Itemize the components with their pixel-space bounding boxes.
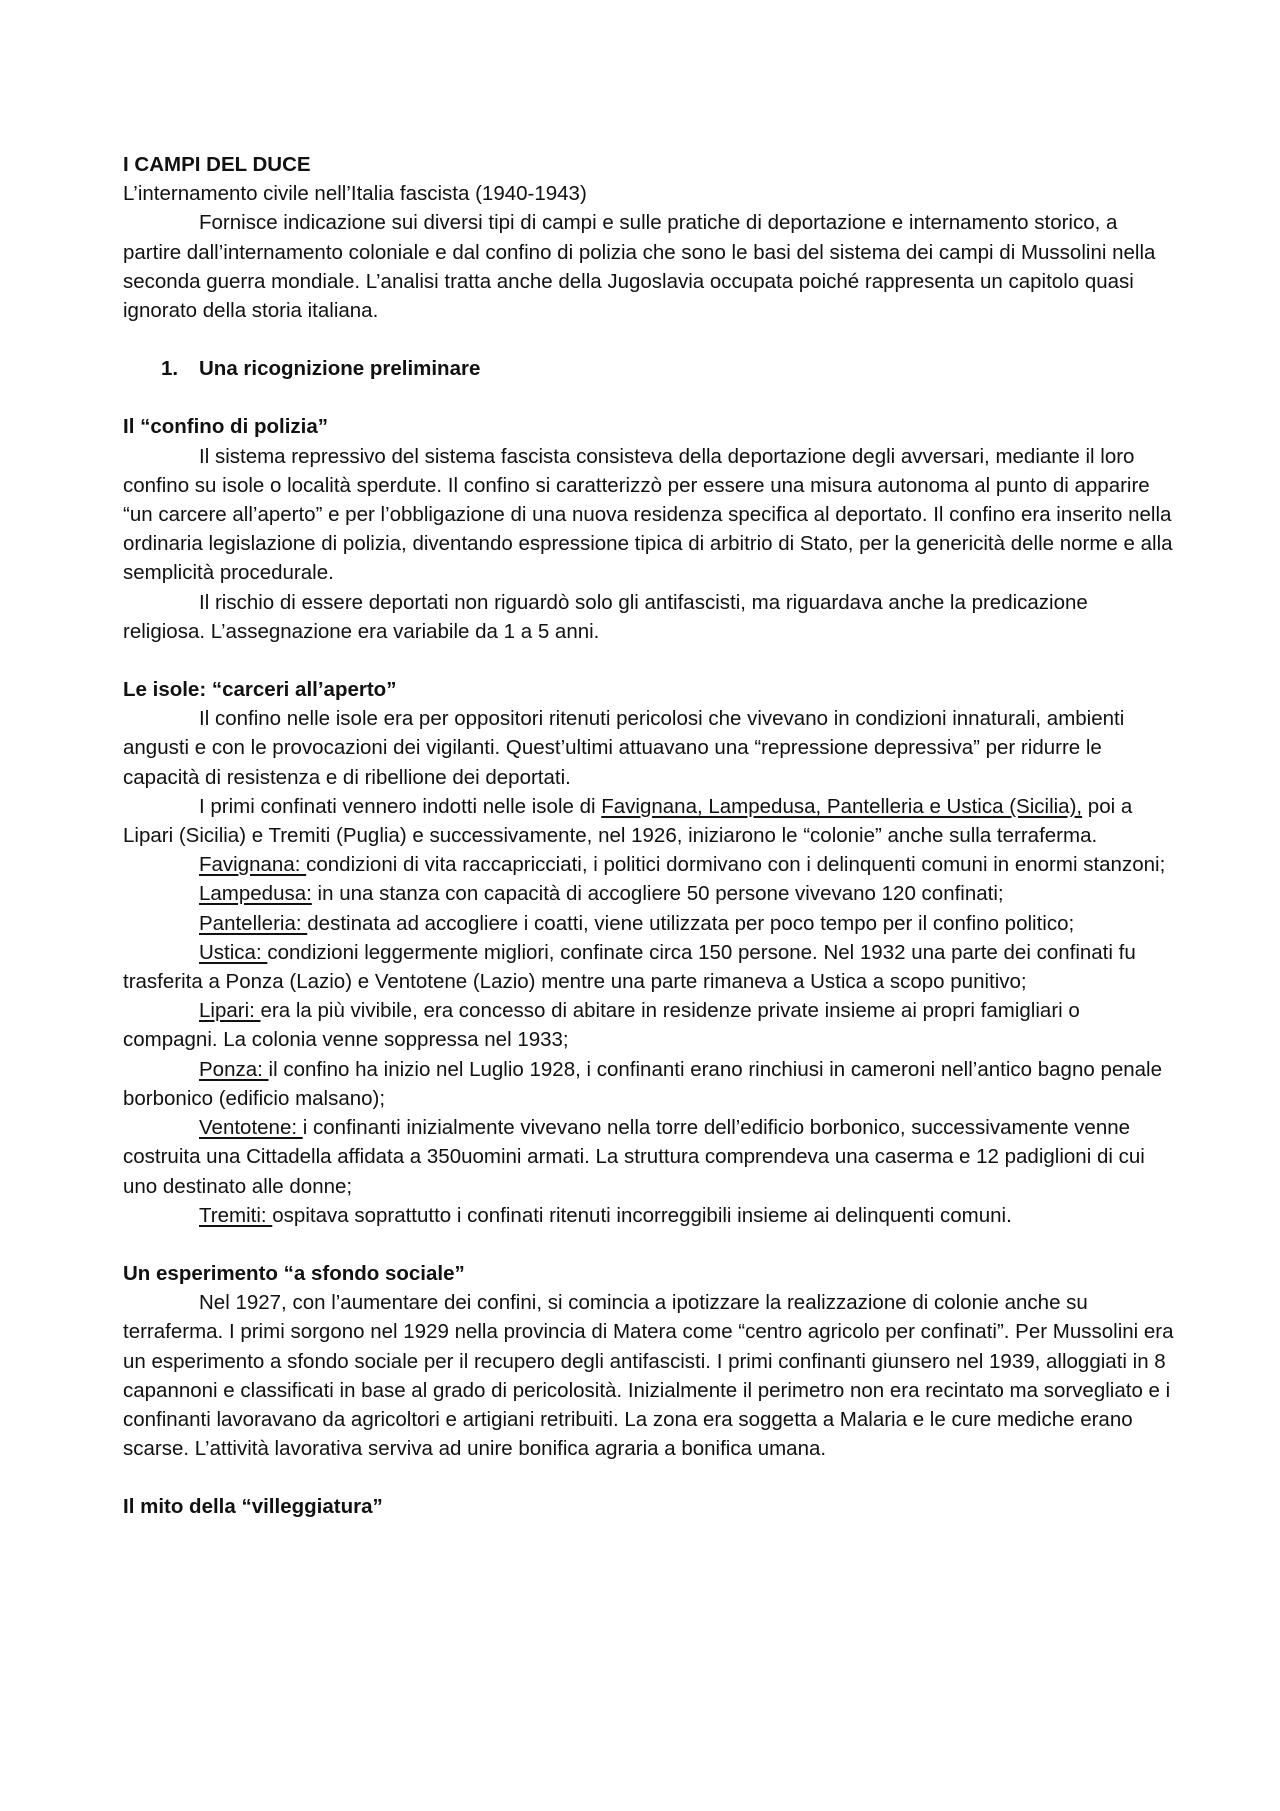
section-heading	[123, 354, 1175, 383]
document-title: I CAMPI DEL DUCE	[123, 153, 311, 176]
island-item	[123, 1113, 1175, 1201]
underlined-islands: Favignana, Lampedusa, Pantelleria e Ustica (Sicilia),	[601, 794, 1083, 818]
island-name: Lipari:	[199, 999, 261, 1023]
island-name: Favignana:	[199, 853, 307, 877]
paragraph: Il rischio di essere deportati non riguardò solo gli antifascisti, ma riguardava anche la predicazione religiosa. L’assegnazione era variabile da 1 a 5 anni.	[123, 590, 1088, 643]
document-body	[123, 150, 1175, 1522]
island-item	[123, 938, 1175, 996]
island-name: Ponza:	[199, 1057, 269, 1081]
heading-isole: Le isole: “carceri all’aperto”	[123, 678, 397, 702]
section-number: 1.	[161, 357, 179, 381]
island-item	[123, 879, 1175, 908]
heading-villeggiatura: Il mito della “villeggiatura”	[123, 1495, 383, 1519]
island-name: Tremiti:	[199, 1203, 273, 1227]
heading-esperimento: Un esperimento “a sfondo sociale”	[123, 1261, 465, 1285]
island-name: Ventotene:	[199, 1116, 303, 1140]
island-item	[123, 850, 1175, 879]
paragraph	[123, 792, 1175, 850]
island-text: ospitava soprattutto i confinati ritenuti incorreggibili insieme ai delinquenti comuni.	[272, 1203, 1012, 1227]
heading-confino: Il “confino di polizia”	[123, 415, 328, 439]
island-text: il confino ha inizio nel Luglio 1928, i confinanti erano rinchiusi in cameroni nell’antico bagno penale borbonico (edificio malsano);	[123, 1057, 1163, 1110]
island-name: Pantelleria:	[199, 911, 308, 935]
paragraph: Il confino nelle isole era per oppositori ritenuti pericolosi che vivevano in condizioni innaturali, ambienti angusti e con le provocazioni dei vigilanti. Quest’ultimi attuavano una “repressione depressiva” per ridurre le capacità di resistenza e di ribellione dei deportati.	[123, 707, 1125, 789]
island-name: Lampedusa:	[199, 882, 312, 906]
island-text: destinata ad accogliere i coatti, viene utilizzata per poco tempo per il confino politico;	[307, 911, 1075, 935]
intro-paragraph: Fornisce indicazione sui diversi tipi di campi e sulle pratiche di deportazione e internamento storico, a partire dall’internamento coloniale e dal confino di polizia che sono le basi del sistema dei campi di Mussolini nella seconda guerra mondiale. L’analisi tratta anche della Jugoslavia occupata poiché rappresenta un capitolo quasi ignorato della storia italiana.	[123, 211, 1156, 323]
island-text: condizioni di vita raccapricciati, i politici dormivano con i delinquenti comuni in enormi stanzoni;	[306, 853, 1166, 877]
island-item	[123, 1201, 1175, 1230]
island-item	[123, 909, 1175, 938]
text-run: I primi confinati vennero indotti nelle isole di	[199, 794, 602, 818]
document-subtitle: L’internamento civile nell’Italia fascista (1940-1943)	[123, 182, 587, 206]
island-item	[123, 1055, 1175, 1113]
paragraph: Nel 1927, con l’aumentare dei confini, si comincia a ipotizzare la realizzazione di colonie anche su terraferma. I primi sorgono nel 1929 nella provincia di Matera come “centro agricolo per confinati”. Per Mussolini era un esperimento a sfondo sociale per il recupero degli antifascisti. I primi confinanti giunsero nel 1939, alloggiati in 8 capannoni e classificati in base al grado di pericolosità. Inizialmente il perimetro non era recintato ma sorvegliato e i confinanti lavoravano da agricoltori e artigiani retribuiti. La zona era soggetta a Malaria e le cure mediche erano scarse. L’attività lavorativa serviva ad unire bonifica agraria a bonifica umana.	[123, 1291, 1174, 1461]
paragraph: Il sistema repressivo del sistema fascista consisteva della deportazione degli avversari, mediante il loro confino su isole o località sperdute. Il confino si caratterizzò per essere una misura autonoma al punto di apparire “un carcere all’aperto” e per l’obbligazione di una nuova residenza specifica al deportato. Il confino era inserito nella ordinaria legislazione di polizia, diventando espressione tipica di arbitrio di Stato, per la genericità delle norme e alla semplicità procedurale.	[123, 444, 1173, 585]
island-text: condizioni leggermente migliori, confinate circa 150 persone. Nel 1932 una parte dei confinati fu trasferita a Ponza (Lazio) e Ventotene (Lazio) mentre una parte rimaneva a Ustica a scopo punitivo;	[123, 940, 1136, 994]
island-name: Ustica:	[199, 940, 268, 964]
island-text: era la più vivibile, era concesso di abitare in residenze private insieme ai propri famigliari o compagni. La colonia venne soppressa nel 1933;	[123, 999, 1080, 1052]
section-title: Una ricognizione preliminare	[199, 357, 481, 381]
island-item	[123, 996, 1175, 1054]
text-run: poi a Lipari (Sicilia) e Tremiti (Puglia) e successivamente, nel 1926, iniziarono le “colonie” anche sulla terraferma.	[123, 794, 1133, 848]
island-text: i confinanti inizialmente vivevano nella torre dell’edificio borbonico, successivamente venne costruita una Cittadella affidata a 350uomini armati. La struttura comprendeva una caserma e 12 padiglioni di cui uno destinato alle donne;	[123, 1116, 1145, 1198]
island-text: in una stanza con capacità di accogliere 50 persone vivevano 120 confinati;	[311, 882, 1004, 906]
